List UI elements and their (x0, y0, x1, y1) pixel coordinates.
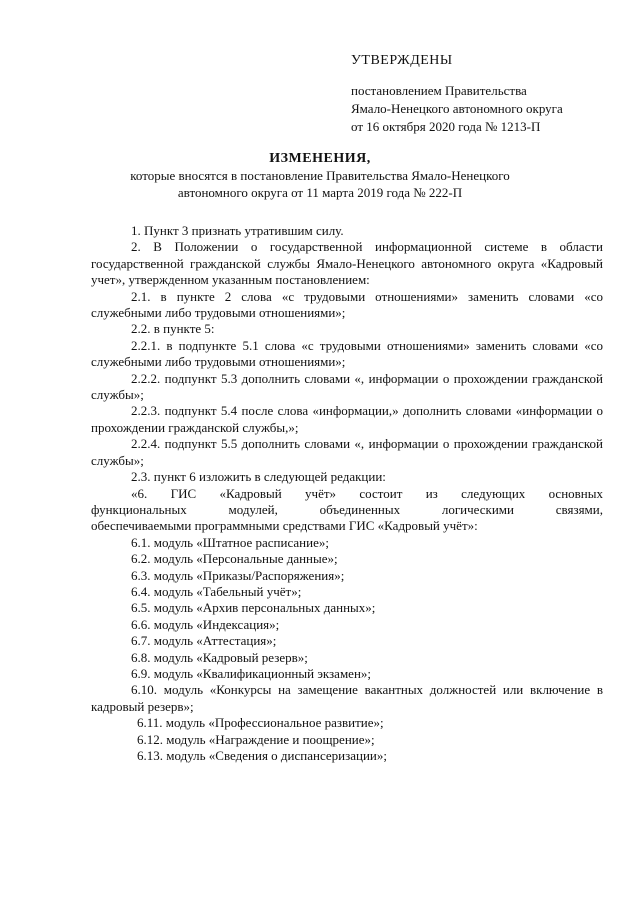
paragraph: «6. ГИС «Кадровый учёт» состоит из следующих основных (131, 485, 603, 501)
module-item: 6.13. модуль «Сведения о диспансеризации»; (137, 748, 387, 763)
document-subtitle: автономного округа от 11 марта 2019 года № 222-П (177, 185, 463, 200)
module-item: 6.11. модуль «Профессиональное развитие»; (137, 715, 384, 731)
module-item: 6.4. модуль «Табельный учёт»; (131, 583, 302, 599)
paragraph: функциональных модулей, объединенных логическими связями, (91, 501, 603, 517)
paragraph: 1. Пункт 3 признать утратившим силу. (131, 223, 344, 238)
module-item: 6.3. модуль «Приказы/Распоряжения»; (131, 567, 345, 583)
paragraph: 2.2. в пункте 5: (131, 321, 215, 337)
paragraph: 2. В Положении о государственной информационной системе в области государственной гражданской службы Ямало-Ненецкого автономного округа «Кадровый учет», утвержденном указанным постановлением: (91, 239, 603, 288)
approval-line: постановлением Правительства (351, 83, 527, 98)
approval-line: Ямало-Ненецкого автономного округа (351, 101, 563, 116)
module-item: 6.9. модуль «Квалификационный экзамен»; (131, 665, 372, 681)
module-item: 6.10. модуль «Конкурсы на замещение вакантных должностей или включение в кадровый резерв»; (91, 682, 603, 714)
paragraph: 2.1. в пункте 2 слова «с трудовыми отношениями» заменить словами «со служебными либо трудовыми отношениями»; (91, 288, 603, 321)
module-item: 6.7. модуль «Аттестация»; (131, 633, 277, 649)
paragraph: 2.2.3. подпункт 5.4 после слова «информации,» дополнить словами «информации о прохождении гражданской службы,»; (91, 403, 603, 435)
approval-stamp (351, 52, 563, 136)
paragraph: 2.2.2. подпункт 5.3 дополнить словами «, информации о прохождении гражданской службы»; (91, 370, 603, 403)
module-item: 6.5. модуль «Архив персональных данных»; (131, 600, 376, 616)
document-body (91, 223, 603, 764)
module-item: 6.2. модуль «Персональные данные»; (131, 551, 338, 567)
paragraph: 2.2.4. подпункт 5.5 дополнить словами «, информации о прохождении гражданской службы»; (91, 436, 603, 468)
paragraph: 2.2.1. в подпункте 5.1 слова «с трудовыми отношениями» заменить словами «со служебными либо трудовыми отношениями»; (91, 337, 603, 370)
document-title: ИЗМЕНЕНИЯ, (269, 151, 371, 166)
module-item: 6.1. модуль «Штатное расписание»; (131, 534, 329, 550)
approval-title: УТВЕРЖДЕНЫ (351, 53, 453, 68)
paragraph: обеспечиваемыми программными средствами ГИС «Кадровый учёт»: (91, 518, 478, 534)
module-item: 6.12. модуль «Награждение и поощрение»; (137, 731, 375, 747)
module-item: 6.6. модуль «Индексация»; (131, 616, 280, 632)
module-item: 6.8. модуль «Кадровый резерв»; (131, 649, 308, 665)
document-subtitle: которые вносятся в постановление Правительства Ямало-Ненецкого (130, 168, 510, 183)
paragraph: 2.3. пункт 6 изложить в следующей редакции: (131, 469, 386, 485)
document-header (0, 150, 640, 201)
approval-line: от 16 октября 2020 года № 1213-П (351, 119, 541, 134)
